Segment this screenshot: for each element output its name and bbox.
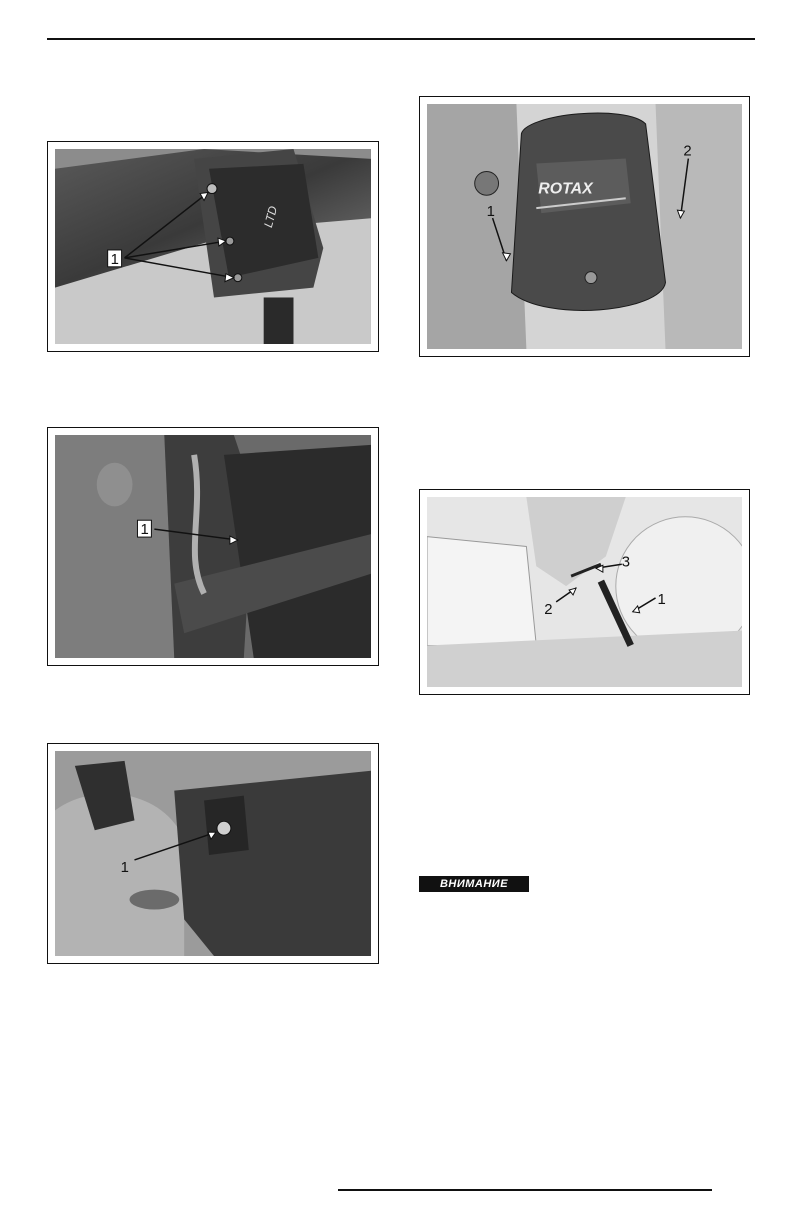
- callout-1: 1: [486, 204, 495, 221]
- warning-label: ВНИМАНИЕ: [419, 876, 529, 892]
- rotax-logo: ROTAX: [538, 180, 593, 198]
- figure-hose-panel: [47, 427, 379, 666]
- photo-side-cover: [55, 149, 371, 344]
- figure-rotax-cover: [419, 96, 750, 357]
- photo-bracket-bolt: [55, 751, 371, 956]
- header-rule: [47, 38, 755, 40]
- svg-text:LTD: LTD: [260, 204, 281, 229]
- photo-hose-panel: [55, 435, 371, 658]
- figure-side-cover-screws: [47, 141, 379, 352]
- callout-2: 2: [683, 143, 692, 160]
- figure-tool-insertion: [419, 489, 750, 695]
- photo-tool-insertion: [427, 497, 742, 687]
- photo-rotax-cover: [427, 104, 742, 349]
- callout-1: 1: [657, 591, 666, 608]
- callout-2: 2: [544, 601, 553, 618]
- figure-bracket-bolt: [47, 743, 379, 964]
- footer-rule: [338, 1189, 712, 1191]
- callout-1: 1: [110, 251, 119, 268]
- callout-1: 1: [120, 859, 129, 876]
- callout-3: 3: [621, 554, 631, 571]
- callout-1: 1: [140, 522, 149, 539]
